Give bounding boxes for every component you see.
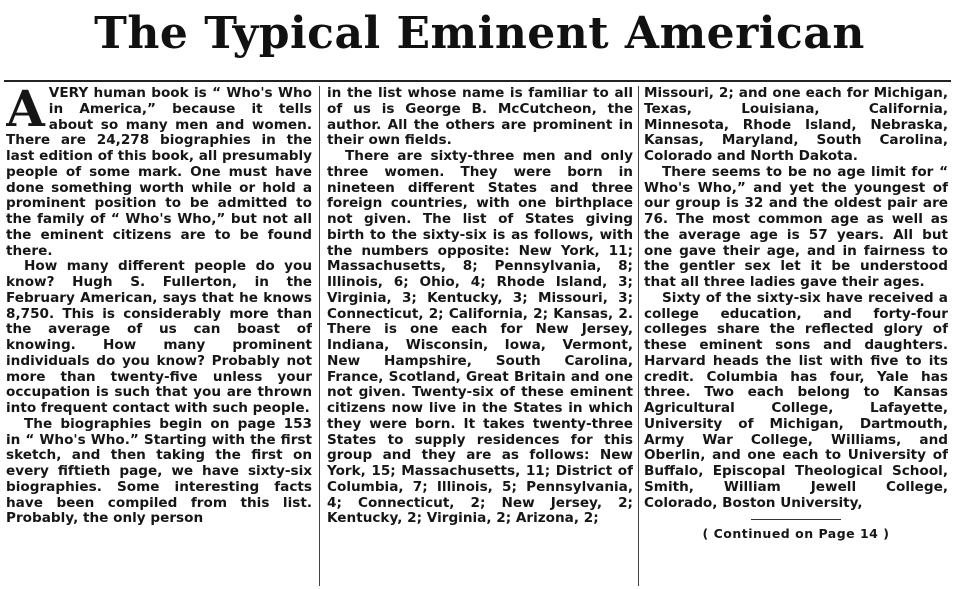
article-column-2 [327,86,633,586]
paragraph-4: There are sixty-three men and only three women. They were born in nineteen different States and three foreign countries, with one birthplace not given. The list of States giving birth to the sixty-six is as follows, with the numbers opposite: New York, 11; Massachusetts, 8; Pennsylvania, 8; Illinois, 6; Ohio, 4; Rhode Island, 3; Virginia, 3; Kentucky, 3; Missouri, 3; Connecticut, 2; California, 2; Kansas, 2. There is one each for New Jersey, Indiana, Wisconsin, Iowa, Vermont, New Hampshire, South Carolina, France, Scotland, Great Britain and one not given. Twenty-six of these eminent citizens now live in the States in which they were born. It takes twenty-three States to supply residences for this group and they are as follows: New York, 15; Massachusetts, 11; District of Columbia, 7; Illinois, 5; Pennsylvania, 4; Connecticut, 2; New Jersey, 2; Kentucky, 2; Virginia, 2; Arizona, 2; [327,148,633,527]
article-column-1 [6,86,312,586]
article-column-3 [644,86,948,586]
paragraph-1-text: VERY human book is “ Who's Who in America,” because it tells about so many men and women. There are 24,278 biographies in the last edition of this book, all presumably people of some mark. One must have done something worth while or hold a prominent position to be admitted to the family of “ Who's Who,” but not all the eminent citizens are to be found there. [6,86,312,259]
paragraph-3-continued: in the list whose name is familiar to all of us is George B. McCutcheon, the author. All the others are prominent in their own fields. [327,86,633,149]
paragraph-2: How many different people do you know? Hugh S. Fullerton, in the February American, says that he knows 8,750. This is considerably more than the average of us can boast of knowing. How many prominent individuals do you know? Probably not more than twenty-five unless your occupation is such that you are thrown into frequent contact with such people. [6,258,312,416]
paragraph-6: Sixty of the sixty-six have received a college education, and forty-four colleges share the reflected glory of these eminent sons and daughters. Harvard heads the list with five to its credit. Columbia has four, Yale has three. Two each belong to Kansas Agricultural College, Lafayette, University of Michigan, Dartmouth, Army War College, Williams, and Oberlin, and one each to University of Buffalo, Episcopal Theological School, Smith, William Jewell College, Colorado, Boston University, [644,289,948,511]
paragraph-3: The biographies begin on page 153 in “ Who's Who.” Starting with the first sketch, and then taking the first on every fiftieth page, we have sixty-six biographies. Some interesting facts have been compiled from this list. Probably, the only person [6,415,312,527]
column-separator [319,86,320,586]
paragraph-4-continued: Missouri, 2; and one each for Michigan, Texas, Louisiana, California, Minnesota, Rhode Island, Nebraska, Kansas, Maryland, South Carolina, Colorado and North Dakota. [644,86,948,164]
headline-rule [4,80,951,82]
column-separator [638,86,639,586]
end-rule [751,519,841,520]
paragraph-5: There seems to be no age limit for “ Who's Who,” and yet the youngest of our group is 32 and the oldest pair are 76. The most common age as well as the average age is 57 years. All but one gave their age, and in fairness to the gentler sex let it be understood that all three ladies gave their ages. [644,163,948,290]
continued-notice: ( Continued on Page 14 ) [702,526,890,542]
article-headline: The Typical Eminent American [94,8,865,59]
paragraph-1 [6,86,312,259]
drop-cap: A [6,86,45,138]
